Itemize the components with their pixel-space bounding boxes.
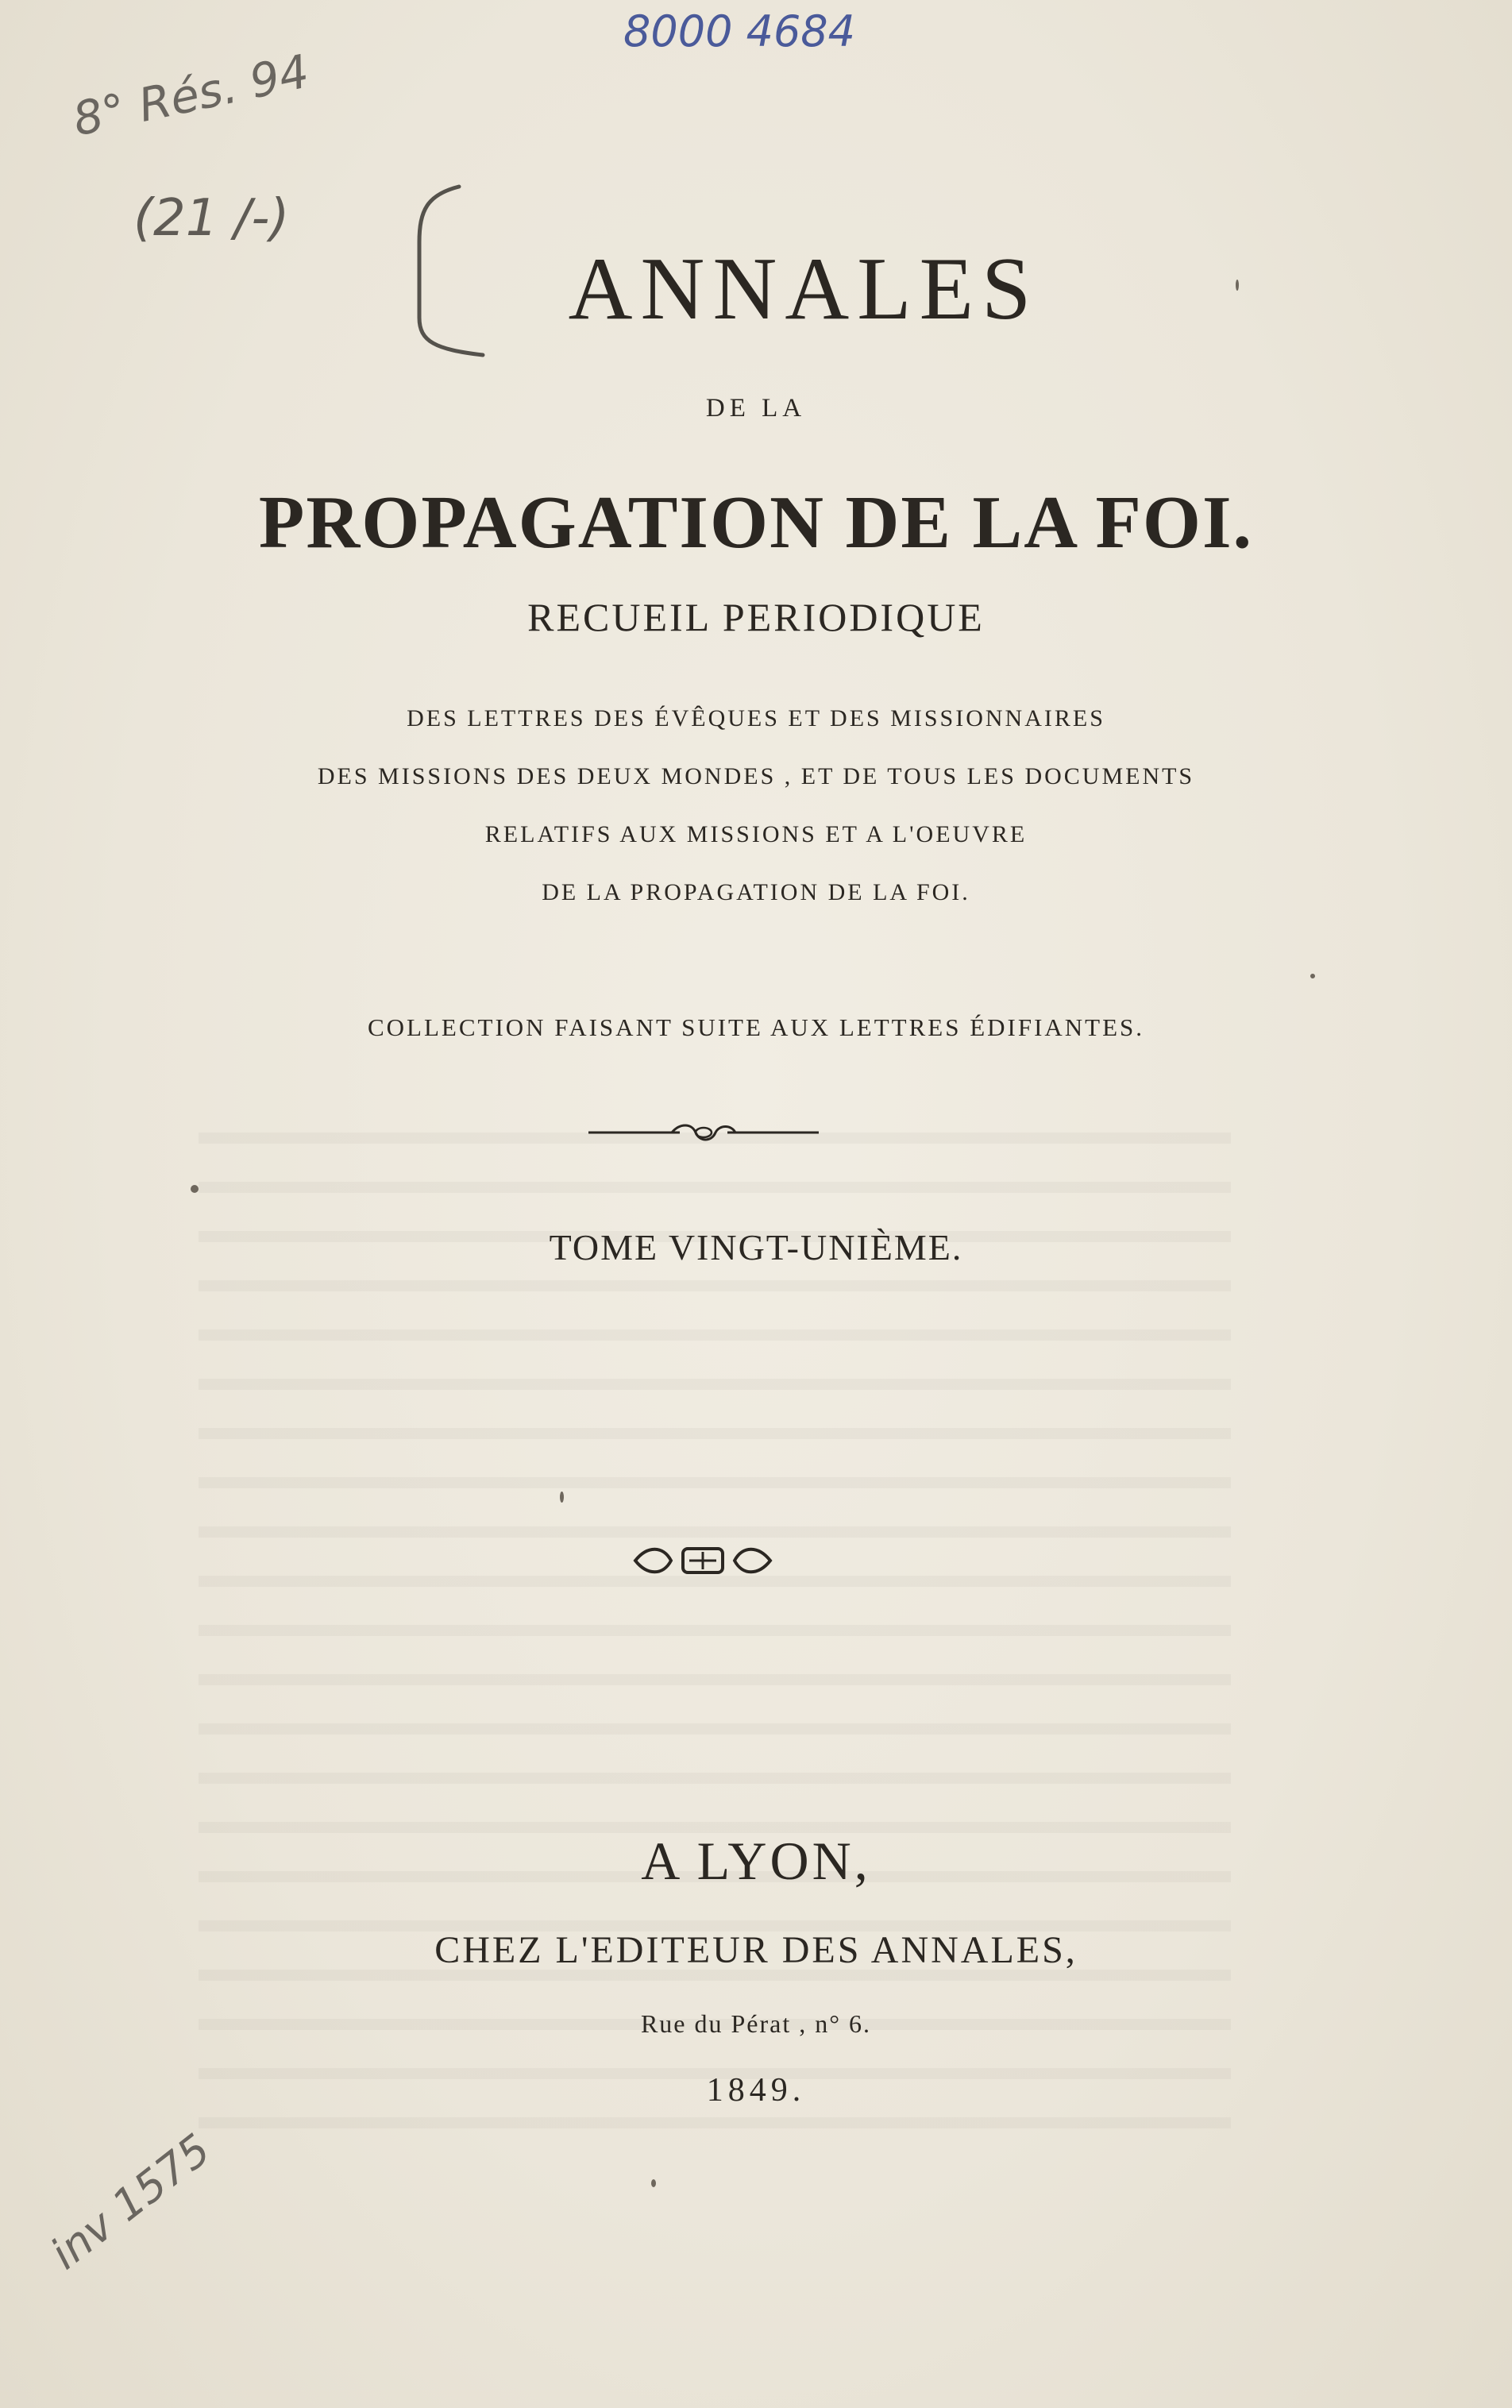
handwritten-shelfmark: 8000 4684 xyxy=(623,6,856,56)
collection-note: COLLECTION FAISANT SUITE AUX LETTRES ÉDIFIANTES. xyxy=(367,1013,1145,1041)
title-subject: PROPAGATION DE LA FOI. xyxy=(258,481,1254,564)
paper-speck xyxy=(651,2179,656,2187)
ornamental-rule xyxy=(584,1118,823,1147)
handwritten-volume-range: (21 /-) xyxy=(133,189,290,248)
volume-number: TOME VINGT-UNIÈME. xyxy=(549,1227,963,1268)
description-line-4: DE LA PROPAGATION DE LA FOI. xyxy=(542,879,970,905)
paper-speck xyxy=(191,1185,199,1193)
paper-speck xyxy=(1310,974,1315,978)
fleuron-ornament xyxy=(627,1539,778,1582)
description-line-3: RELATIFS AUX MISSIONS ET A L'OEUVRE xyxy=(484,821,1028,847)
paper-speck xyxy=(1236,280,1239,291)
imprint-city: A LYON, xyxy=(641,1831,871,1891)
imprint-address: Rue du Pérat , n° 6. xyxy=(640,2009,872,2038)
subtitle: RECUEIL PERIODIQUE xyxy=(527,595,985,639)
paper-speck xyxy=(560,1491,564,1503)
imprint-publisher: CHEZ L'EDITEUR DES ANNALES, xyxy=(434,1929,1078,1971)
title-annales: ANNALES xyxy=(568,240,1040,338)
handwritten-inventory-number: inv 1575 xyxy=(41,2124,220,2279)
title-connector: DE LA xyxy=(705,394,807,423)
imprint-year: 1849. xyxy=(706,2072,806,2109)
handwritten-call-number: 8° Rés. 94 xyxy=(68,44,314,147)
description-line-1: DES LETTRES DES ÉVÊQUES ET DES MISSIONNAIRES xyxy=(407,705,1105,731)
description-line-2: DES MISSIONS DES DEUX MONDES , ET DE TOUS LES DOCUMENTS xyxy=(317,763,1195,789)
